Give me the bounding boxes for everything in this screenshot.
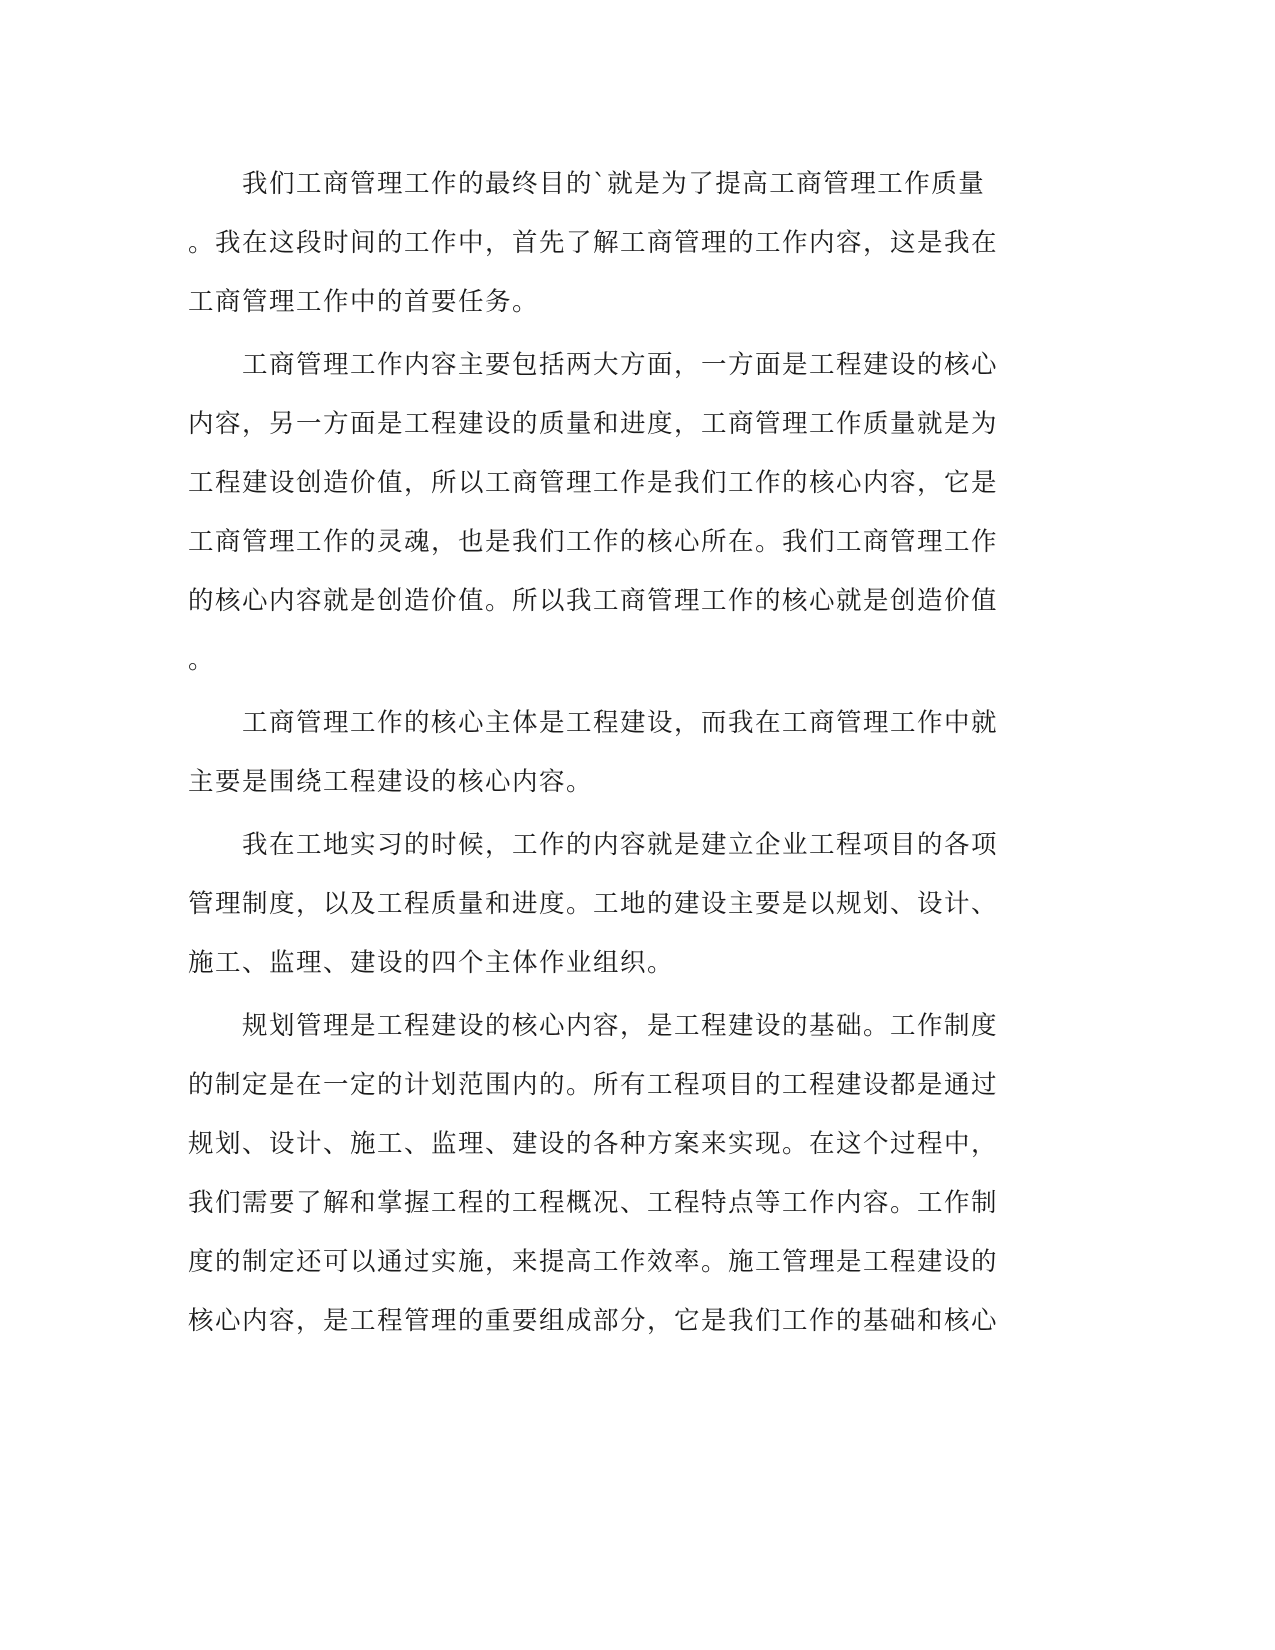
text-line: 我们工商管理工作的最终目的`就是为了提高工商管理工作质量 (188, 169, 986, 199)
paragraph-5 (188, 997, 1068, 1351)
text-line: 我们需要了解和掌握工程的工程概况、工程特点等工作内容。工作制 (188, 1188, 999, 1218)
text-line: 我在工地实习的时候，工作的内容就是建立企业工程项目的各项 (188, 830, 999, 860)
text-line: 。 (188, 645, 216, 675)
text-line: 规划、设计、施工、监理、建设的各种方案来实现。在这个过程中， (188, 1129, 999, 1159)
document-body (188, 155, 1068, 1351)
text-line: 的制定是在一定的计划范围内的。所有工程项目的工程建设都是通过 (188, 1070, 999, 1100)
text-line: 管理制度，以及工程质量和进度。工地的建设主要是以规划、设计、 (188, 889, 999, 919)
text-line: 施工、监理、建设的四个主体作业组织。 (188, 948, 675, 978)
paragraph-2 (188, 336, 1068, 690)
text-line: 。我在这段时间的工作中，首先了解工商管理的工作内容，这是我在 (188, 228, 999, 258)
text-line: 的核心内容就是创造价值。所以我工商管理工作的核心就是创造价值 (188, 586, 999, 616)
text-line: 工商管理工作的灵魂，也是我们工作的核心所在。我们工商管理工作 (188, 527, 999, 557)
text-line: 工程建设创造价值，所以工商管理工作是我们工作的核心内容，它是 (188, 468, 999, 498)
text-line: 度的制定还可以通过实施，来提高工作效率。施工管理是工程建设的 (188, 1247, 999, 1277)
text-line: 工商管理工作的核心主体是工程建设，而我在工商管理工作中就 (188, 708, 999, 738)
text-line: 主要是围绕工程建设的核心内容。 (188, 767, 594, 797)
text-line: 核心内容，是工程管理的重要组成部分，它是我们工作的基础和核心 (188, 1306, 999, 1336)
text-line: 规划管理是工程建设的核心内容，是工程建设的基础。工作制度 (188, 1011, 999, 1041)
paragraph-4 (188, 816, 1068, 993)
paragraph-3 (188, 694, 1068, 812)
text-line: 工商管理工作内容主要包括两大方面，一方面是工程建设的核心 (188, 350, 999, 380)
text-line: 工商管理工作中的首要任务。 (188, 287, 540, 317)
paragraph-1 (188, 155, 1068, 332)
text-line: 内容，另一方面是工程建设的质量和进度，工商管理工作质量就是为 (188, 409, 999, 439)
